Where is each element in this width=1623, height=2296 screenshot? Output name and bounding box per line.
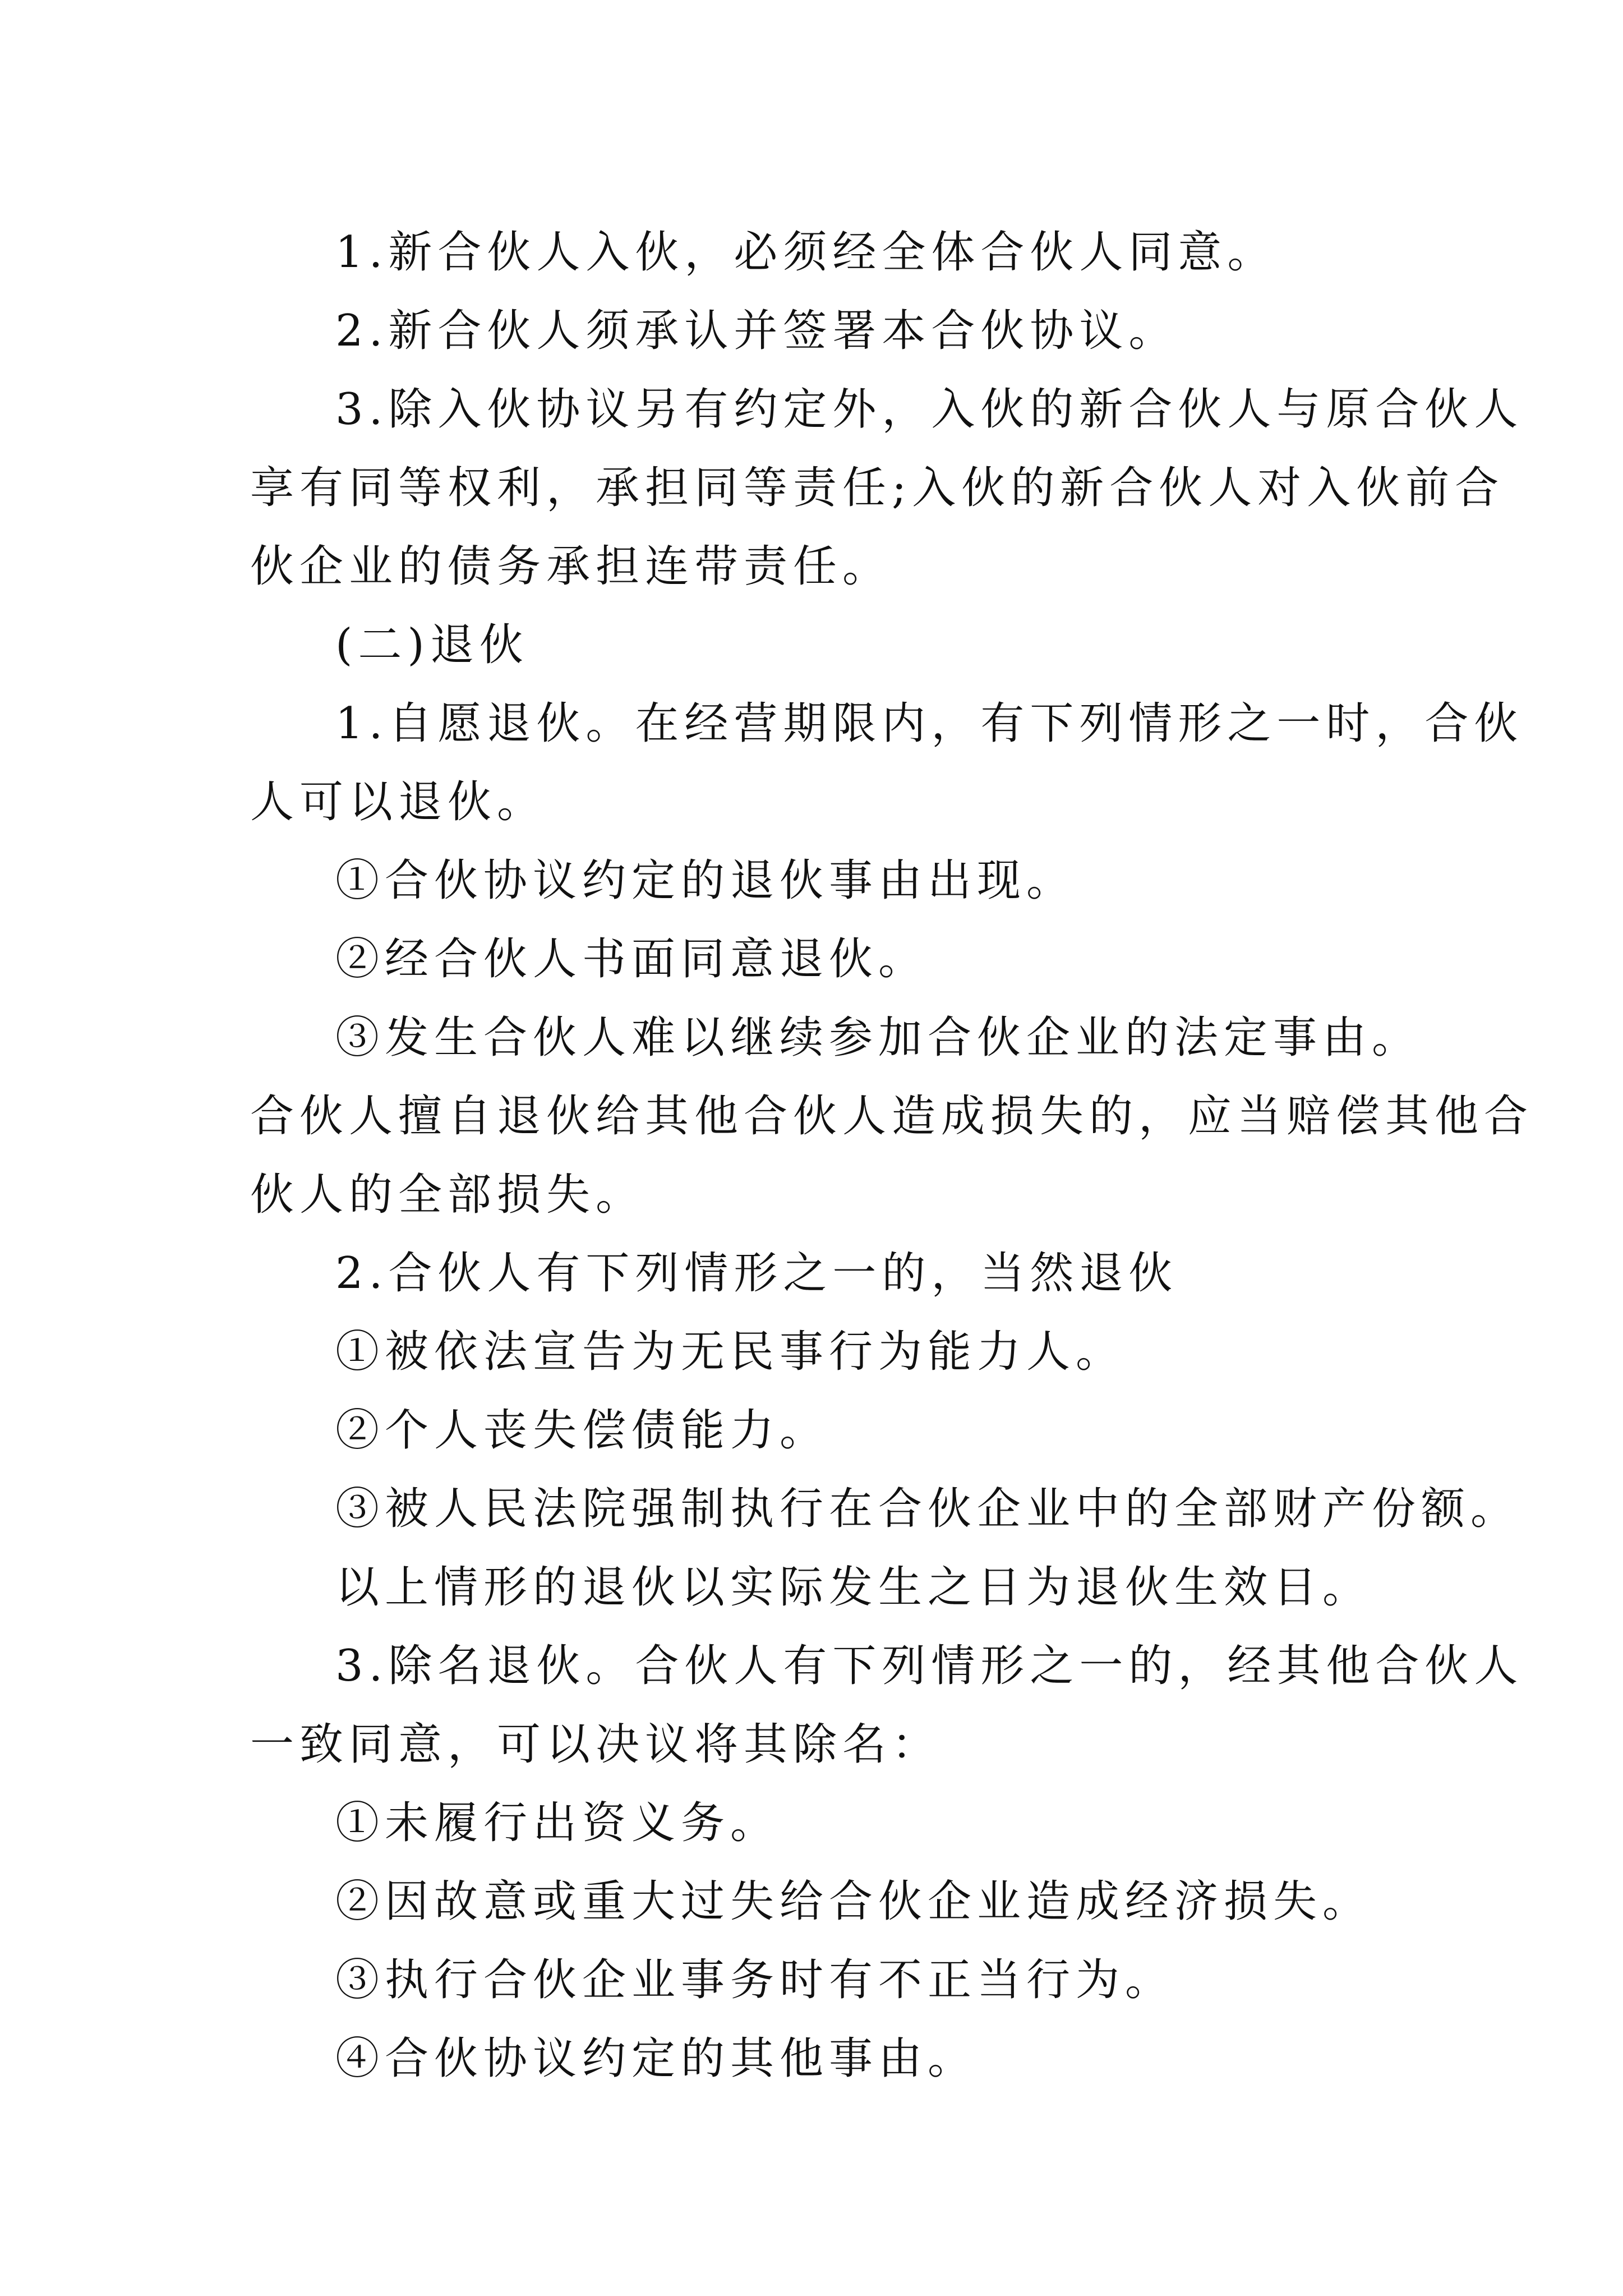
paragraph-line: 伙企业的债务承担连带责任。 [250,541,892,592]
list-item: ③执行合伙企业事务时有不正当行为。 [335,1955,1175,2005]
paragraph-line: 一致同意，可以决议将其除名： [250,1719,942,1770]
paragraph-line: 3.除名退伙。合伙人有下列情形之一的，经其他合伙人 [335,1641,1524,1691]
list-item: ①未履行出资义务。 [335,1798,780,1848]
paragraph-line: 2.新合伙人须承认并签署本合伙协议。 [335,306,1178,356]
list-item: ①被依法宣告为无民事行为能力人。 [335,1327,1126,1377]
list-item: ③发生合伙人难以继续参加合伙企业的法定事由。 [335,1013,1422,1063]
paragraph-line: 1.新合伙人入伙，必须经全体合伙人同意。 [335,227,1277,278]
paragraph-line: 享有同等权利，承担同等责任;入伙的新合伙人对入伙前合 [250,463,1505,513]
list-item: ①合伙协议约定的退伙事由出现。 [335,855,1076,906]
paragraph-line: 伙人的全部损失。 [250,1170,645,1220]
document-body [250,213,1534,2098]
list-item: ④合伙协议约定的其他事由。 [335,2033,978,2084]
paragraph-line: 1.自愿退伙。在经营期限内，有下列情形之一时，合伙 [335,698,1524,749]
section-heading: (二)退伙 [335,620,529,670]
paragraph-line: 人可以退伙。 [250,777,547,827]
list-item: ②因故意或重大过失给合伙企业造成经济损失。 [335,1876,1372,1927]
paragraph-line: 2.合伙人有下列情形之一的，当然退伙 [335,1248,1178,1299]
paragraph-line: 3.除入伙协议另有约定外，入伙的新合伙人与原合伙人 [335,384,1524,435]
paragraph-line: 合伙人擅自退伙给其他合伙人造成损失的，应当赔偿其他合 [250,1091,1534,1142]
list-item: ②经合伙人书面同意退伙。 [335,934,928,984]
list-item: ②个人丧失偿债能力。 [335,1405,829,1456]
paragraph-line: 以上情形的退伙以实际发生之日为退伙生效日。 [335,1562,1372,1613]
list-item: ③被人民法院强制执行在合伙企业中的全部财产份额。 [335,1484,1520,1534]
